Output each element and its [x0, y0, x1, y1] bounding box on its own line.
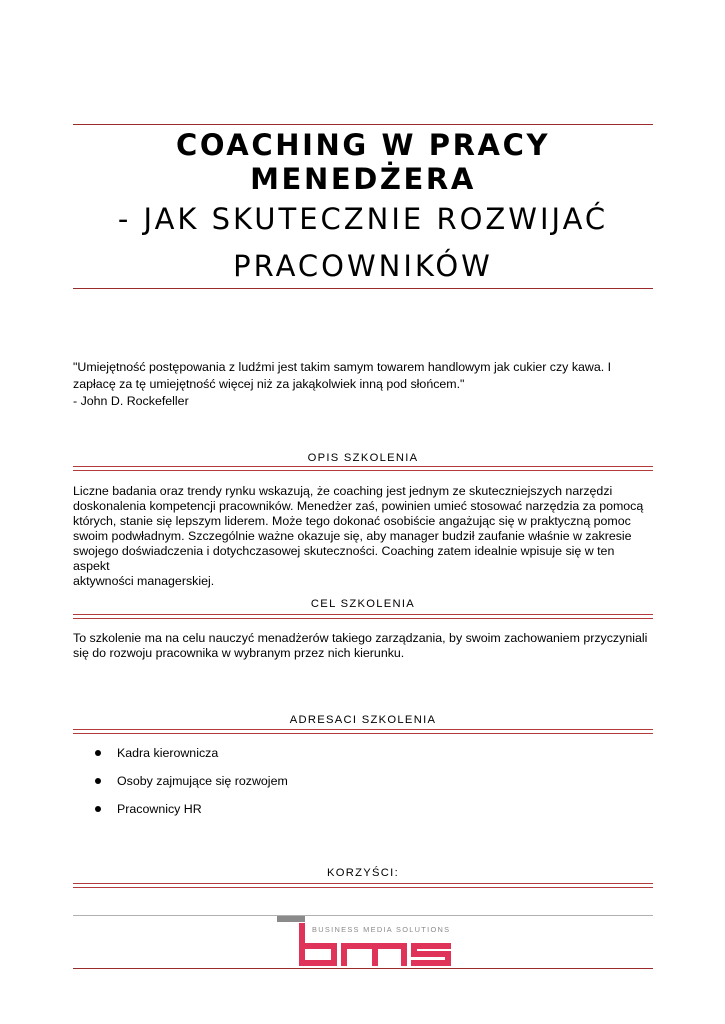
logo-gray-bar: [277, 916, 305, 922]
bms-logo: [277, 915, 457, 969]
logo-tagline: BUSINESS MEDIA SOLUTIONS: [312, 925, 451, 934]
section-heading-opis: OPIS SZKOLENIA: [307, 452, 419, 464]
section-rule: [73, 614, 653, 619]
section-heading-korzysci: KORZYŚCI:: [327, 867, 399, 879]
text-line: się do rozwoju pracownika w wybranym przez nich kierunku.: [73, 646, 405, 660]
list-item-label: Osoby zajmujące się rozwojem: [117, 774, 288, 788]
page-subtitle: [73, 196, 653, 290]
list-item-label: Kadra kierownicza: [117, 746, 219, 760]
text-line: Liczne badania oraz trendy rynku wskazują, że coaching jest jednym ze skuteczniejszych narzędzi: [73, 484, 613, 498]
text-line: aktywności managerskiej.: [73, 574, 215, 588]
section-heading-adresaci: ADRESACI SZKOLENIA: [289, 714, 437, 726]
section-body-opis: [73, 484, 653, 589]
bullet-icon: [95, 750, 101, 756]
section-rule: [73, 883, 653, 888]
list-item-label: Pracownicy HR: [117, 802, 202, 816]
text-line: których, stanie się lepszym liderem. Może tego dokonać osobiście angażując się w praktyczną pomoc: [73, 514, 631, 528]
subtitle-line: PRACOWNIKÓW: [233, 249, 493, 283]
section-body-cel: [73, 631, 653, 661]
bullet-icon: [95, 778, 101, 784]
quote-line: zapłacę za tę umiejętność więcej niż za jakąkolwiek inną pod słońcem.": [73, 377, 465, 391]
text-line: swoim podwładnym. Szczególnie ważne okazuje się, aby manager budził zaufanie właśnie w zakresie: [73, 529, 632, 543]
text-line: swojego doświadczenia i dotychczasowej skuteczności. Coaching zatem idealnie wpisuje się w ten aspekt: [73, 544, 615, 573]
text-line: doskonalenia kompetencji pracowników. Menedżer zaś, powinien umieć stosować narzędzia za pomocą: [73, 499, 644, 513]
footer-bottom-rule: [73, 968, 653, 969]
section-heading-cel: CEL SZKOLENIA: [310, 598, 416, 610]
quote-author: - John D. Rockefeller: [73, 394, 189, 408]
bullet-icon: [95, 806, 101, 812]
quote-block: [73, 359, 653, 410]
title-bottom-rule: [73, 288, 653, 289]
page-title: COACHING W PRACY MENEDŻERA: [175, 128, 551, 196]
section-rule: [73, 729, 653, 734]
title-top-rule: [73, 124, 653, 125]
subtitle-line: - JAK SKUTECZNIE ROZWIJAĆ: [117, 202, 609, 236]
quote-line: "Umiejętność postępowania z ludźmi jest takim samym towarem handlowym jak cukier czy kawa. I: [73, 360, 612, 374]
text-line: To szkolenie ma na celu nauczyć menadżerów takiego zarządzania, by swoim zachowaniem przyczyniali: [73, 631, 648, 645]
section-rule: [73, 466, 653, 471]
